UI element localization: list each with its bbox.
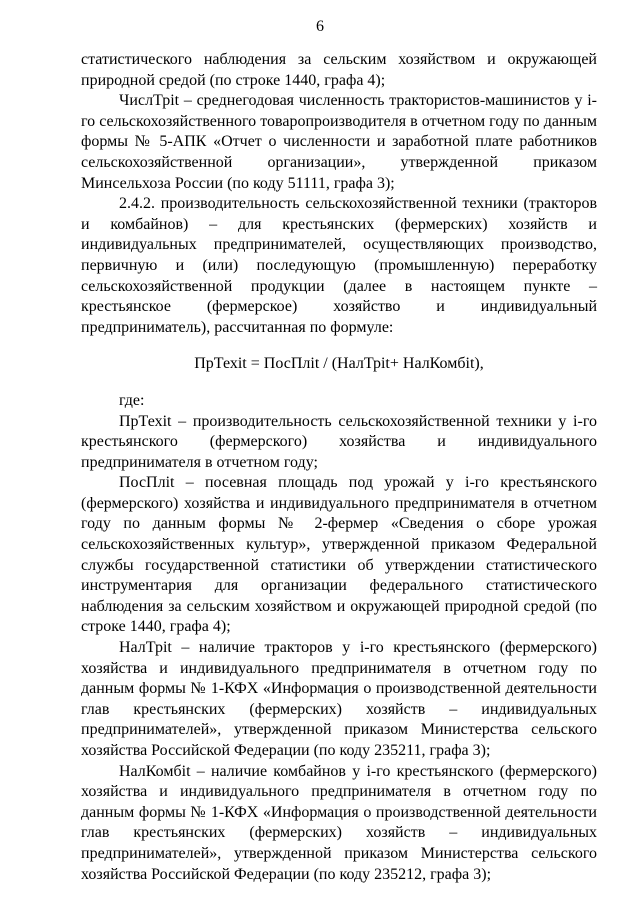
document-body [81,50,597,885]
paragraph-pr-teh: ПрТехit – производительность сельскохозяйственной техники у i-го крестьянского (фермерского) хозяйства и индивидуального предпринимателя в отчетном году; [81,412,597,471]
formula: ПрТехit = ПосПлit / (НалТрit+ НалКомбit), [194,355,484,373]
paragraph-chisl-tr: ЧислТрit – среднегодовая численность трактористов-машинистов у i-го сельскохозяйственного товаропроизводителя в отчетном году по данным формы № 5-АПК «Отчет о численности и заработной плате работников сельскохозяйственной организации», утвержденной приказом Минсельхоза России (по коду 51111, графа 3); [81,92,597,192]
where-label: где: [119,391,145,409]
paragraph-continuation: статистического наблюдения за сельским хозяйством и окружающей природной средой (по строке 1440, графа 4); [81,51,597,89]
paragraph-nal-komb: НалКомбit – наличие комбайнов у i-го крестьянского (фермерского) хозяйства и индивидуального предпринимателя в отчетном году по данным формы № 1-КФХ «Информация о производственной деятельности глав крестьянских (фермерских) хозяйств – индивидуальных предпринимателей», утвержденной приказом Министерства сельского хозяйства Российской Федерации (по коду 235212, графа 3); [81,762,597,883]
paragraph-nal-tr: НалТрit – наличие тракторов у i-го крестьянского (фермерского) хозяйства и индивидуального предпринимателя в отчетном году по данным формы № 1-КФХ «Информация о производственной деятельности глав крестьянских (фермерских) хозяйств – индивидуальных предпринимателей», утвержденной приказом Министерства сельского хозяйства Российской Федерации (по коду 235211, графа 3); [81,639,597,759]
paragraph-pos-pl: ПосПлit – посевная площадь под урожай у i-го крестьянского (фермерского) хозяйства и индивидуального предпринимателя в отчетном году по данным формы № 2-фермер «Сведения о сборе урожая сельскохозяйственных культур», утвержденной приказом Федеральной службы государственной статистики об утверждении статистического инструментария для организации федерального статистического наблюдения за сельским хозяйством и окружающей природной средой (по строке 1440, графа 4); [81,474,597,636]
paragraph-2-4-2: 2.4.2. производительность сельскохозяйственной техники (тракторов и комбайнов) – для крестьянских (фермерских) хозяйств и индивидуальных предпринимателей, осуществляющих производство, первичную и (или) последующую (промышленную) переработку сельскохозяйственной продукции (далее в настоящем пункте – крестьянское (фермерское) хозяйство и индивидуальный предприниматель), рассчитанная по формуле: [81,195,597,336]
page-number: 6 [316,18,324,35]
